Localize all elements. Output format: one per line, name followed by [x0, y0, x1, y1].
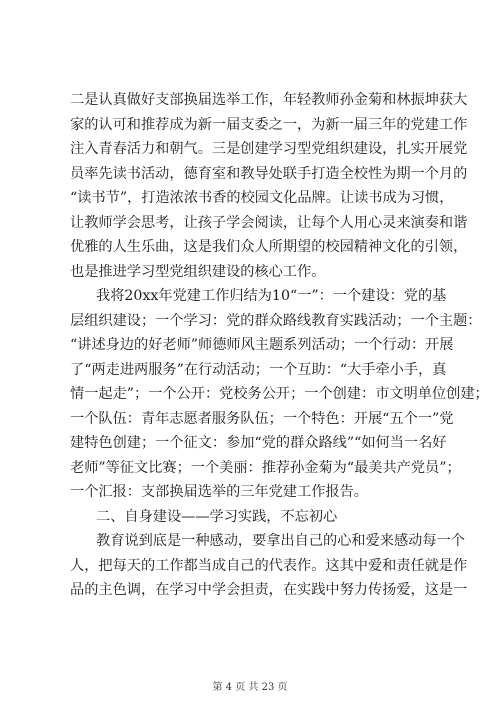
paragraph-first-line: 我将20xx年党建工作归结为10“一”：一个建设：党的基	[96, 288, 447, 304]
text-line: 一个汇报：支部换届选举的三年党建工作报告。	[70, 484, 368, 500]
text-line: 员率先读书活动，德育室和教导处联手打造全校性为期一个月的	[70, 165, 468, 182]
text-line: 了“两走进两服务”在行动活动；一个互助：“大手牵小手，真	[70, 361, 447, 378]
text-line: 情一起走”；一个公开：党校务公开；一个创建：市文明单位创建；	[70, 386, 489, 402]
text-line: 层组织建设；一个学习：党的群众路线教育实践活动；一个主题：	[70, 312, 482, 329]
document-body	[70, 88, 489, 603]
text-line: “读书节”，打造浓浓书香的校园文化品牌。让读书成为习惯，	[70, 190, 454, 206]
paragraph-first-line: 教育说到底是一种感动，要拿出自己的心和爱来感动每一个	[96, 533, 465, 549]
section-heading: 二、自身建设——学习实践，不忘初心	[96, 508, 338, 525]
text-line: 建特色创建；一个征文：参加“党的群众路线”“如何当一名好	[70, 435, 447, 451]
page-number-footer: 第 4 页 共 23 页	[212, 682, 288, 693]
text-line: 人，把每天的工作都当成自己的代表作。这其中爱和责任就是作	[70, 557, 468, 574]
text-line: 注入青春活力和朝气。三是创建学习型党组织建设，扎实开展党	[70, 141, 468, 157]
text-line: 一个队伍：青年志愿者服务队伍；一个特色：开展“五个一”党	[70, 410, 454, 427]
text-line: 也是推进学习型党组织建设的核心工作。	[70, 263, 326, 280]
text-line: 家的认可和推荐成为新一届支委之一，为新一届三年的党建工作	[70, 116, 468, 133]
text-line: 让教师学会思考，让孩子学会阅读，让每个人用心灵来演奏和谐	[70, 214, 468, 231]
text-line: 品的主色调，在学习中学会担责，在实践中努力传扬爱，这是一	[70, 582, 468, 598]
text-line: “讲述身边的好老师”师德师风主题系列活动；一个行动：开展	[70, 337, 454, 353]
text-line: 二是认真做好支部换届选举工作，年轻教师孙金菊和林振坤获大	[70, 92, 468, 108]
text-line: 老师”等征文比赛；一个美丽：推荐孙金菊为“最美共产党员”；	[70, 459, 461, 476]
text-line: 优雅的人生乐曲，这是我们众人所期望的校园精神文化的引领，	[70, 239, 468, 255]
